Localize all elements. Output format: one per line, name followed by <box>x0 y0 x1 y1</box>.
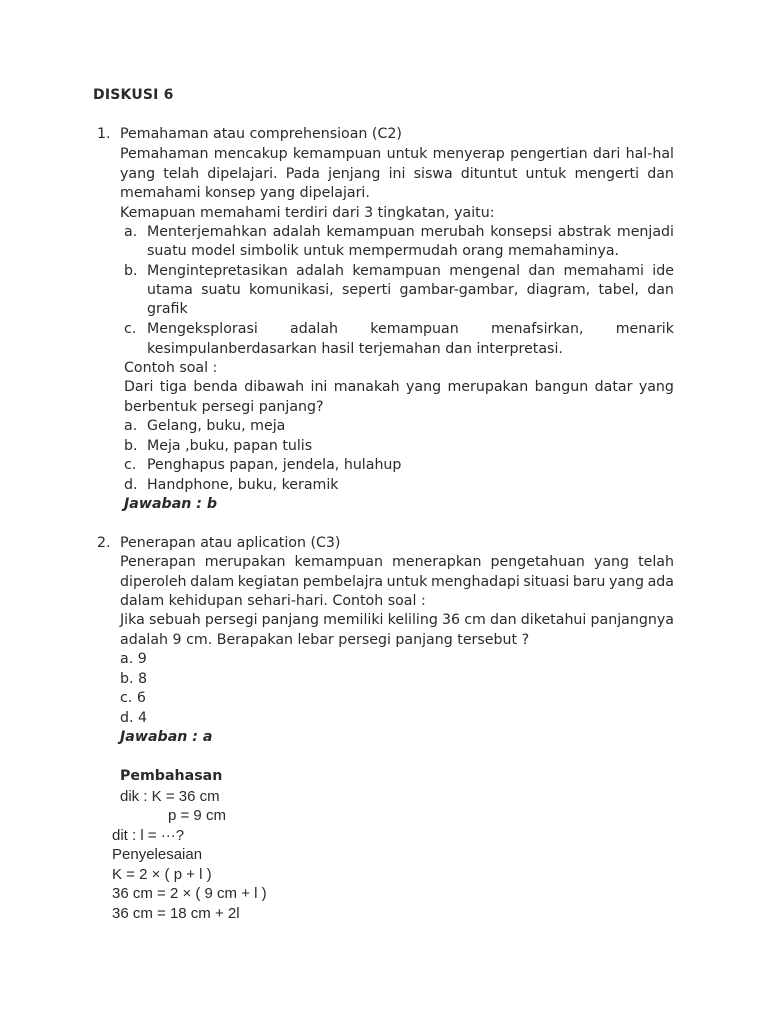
solution-step: 36 cm = 2 × ( 9 cm + l ) <box>112 885 267 902</box>
option-label: d. <box>124 477 138 493</box>
answer-2: Jawaban : a <box>120 729 213 745</box>
option: b. 8 <box>120 671 148 687</box>
option: a. 9 <box>120 651 147 667</box>
section-1-intro: Kemapuan memahami terdiri dari 3 tingkatan, yaitu: <box>120 205 495 221</box>
asked-line: dit : l = ···? <box>112 827 185 844</box>
option-label: a. <box>124 418 138 434</box>
section-1-para-line: memahami konsep yang dipelajari. <box>120 185 370 201</box>
discussion-title: Pembahasan <box>120 768 223 784</box>
question-line: berbentuk persegi panjang? <box>124 399 324 415</box>
option-label: b. <box>124 438 138 454</box>
section-1-para-line: Pemahaman mencakup kemampuan untuk menyerap pengertian dari hal-hal <box>120 146 674 162</box>
solution-step: 36 cm = 18 cm + 2l <box>112 905 240 922</box>
question-line: adalah 9 cm. Berapakan lebar persegi panjang tersebut ? <box>120 632 530 648</box>
section-2-para-line: diperoleh dalam kegiatan pembelajra untuk menghadapi situasi baru yang ada <box>120 574 674 590</box>
option-label: c. <box>124 457 137 473</box>
page-title: DISKUSI 6 <box>93 87 174 103</box>
level-text-line: Mengintepretasikan adalah kemampuan mengenal dan memahami ide <box>147 263 674 279</box>
example-label: Contoh soal : <box>124 360 218 376</box>
option-text: Handphone, buku, keramik <box>147 477 339 493</box>
option-text: Penghapus papan, jendela, hulahup <box>147 457 402 473</box>
section-2-heading: Penerapan atau aplication (C3) <box>120 535 341 551</box>
section-2-para-line: Penerapan merupakan kemampuan menerapkan pengetahuan yang telah <box>120 554 674 570</box>
option: c. 6 <box>120 690 146 706</box>
option-text: Gelang, buku, meja <box>147 418 286 434</box>
answer-1: Jawaban : b <box>124 496 218 512</box>
level-label: a. <box>124 224 138 240</box>
section-2-number: 2. <box>97 535 111 551</box>
solution-step: K = 2 × ( p + l ) <box>112 866 212 883</box>
level-text-line: kesimpulanberdasarkan hasil terjemahan dan interpretasi. <box>147 341 563 357</box>
section-1-para-line: yang telah dipelajari. Pada jenjang ini siswa dituntut untuk mengerti dan <box>120 166 674 182</box>
known-line: p = 9 cm <box>168 807 226 824</box>
level-text-line: Menterjemahkan adalah kemampuan merubah konsepsi abstrak menjadi <box>147 224 674 240</box>
level-label: c. <box>124 321 137 337</box>
level-text-line: Mengeksplorasi adalah kemampuan menafsirkan, menarik <box>147 321 674 337</box>
known-line: dik : K = 36 cm <box>120 788 220 805</box>
level-text-line: suatu model simbolik untuk mempermudah orang memahaminya. <box>147 243 620 259</box>
level-text-line: utama suatu komunikasi, seperti gambar-gambar, diagram, tabel, dan <box>147 282 674 298</box>
option-text: Meja ,buku, papan tulis <box>147 438 313 454</box>
option: d. 4 <box>120 710 148 726</box>
section-2-para-line: dalam kehidupan sehari-hari. Contoh soal : <box>120 593 426 609</box>
level-text-line: grafik <box>147 301 188 317</box>
level-label: b. <box>124 263 138 279</box>
section-1-heading: Pemahaman atau comprehensioan (C2) <box>120 126 402 142</box>
question-line: Jika sebuah persegi panjang memiliki keliling 36 cm dan diketahui panjangnya <box>120 612 674 628</box>
question-line: Dari tiga benda dibawah ini manakah yang merupakan bangun datar yang <box>124 379 674 395</box>
solution-label: Penyelesaian <box>112 846 203 863</box>
section-1-number: 1. <box>97 126 111 142</box>
